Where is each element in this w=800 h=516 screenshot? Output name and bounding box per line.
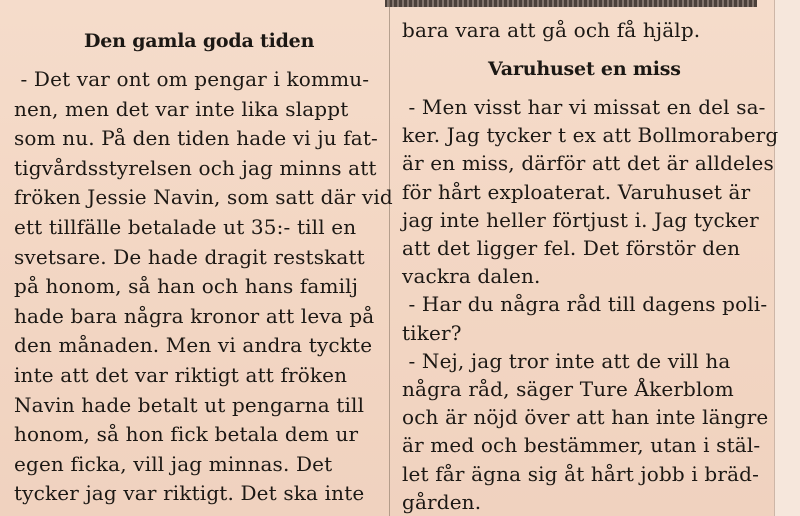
text-line: tigvårdsstyrelsen och jag minns att [14,155,377,180]
text-line: som nu. På den tiden hade vi ju fat- [14,126,378,151]
text-line: honom, så hon fick betala dem ur [14,422,359,447]
text-line: tycker jag var riktigt. Det ska inte [14,481,365,506]
text-line: ker. Jag tycker t ex att Bollmoraberg [402,123,779,148]
torn-top-strip [385,0,757,7]
text-line: - Det var ont om pengar i kommu- [14,67,370,91]
text-line: tiker? [402,320,462,345]
text-line: några råd, säger Ture Åkerblom [402,377,734,401]
text-line: - Har du några råd till dagens poli- [402,292,768,317]
text-line: på honom, så han och hans familj [14,274,359,299]
column-divider [389,0,390,516]
text-line: för hårt exploaterat. Varuhuset är [402,179,751,204]
text-line: ett tillfälle betalade ut 35:- till en [14,215,357,239]
text-line: bara vara att gå och få hjälp. [402,18,701,42]
text-line: vackra dalen. [402,264,541,289]
text-line: att det ligger fel. Det förstör den [402,236,741,260]
text-line: nen, men det var inte lika slappt [14,96,349,121]
text-line: gården. [402,489,482,514]
text-line: let får ägna sig åt hårt jobb i bräd- [402,461,760,486]
paper-edge [774,0,800,516]
text-line: den månaden. Men vi andra tyckte [14,333,373,358]
section-heading: Den gamla goda tiden [84,30,315,52]
text-line: hade bara några kronor att leva på [14,303,375,328]
text-line: är med och bestämmer, utan i stäl- [402,433,761,458]
text-line: jag inte heller förtjust i. Jag tycker [402,207,759,232]
text-line: Navin hade betalt ut pengarna till [14,392,365,417]
text-line: egen ficka, vill jag minnas. Det [14,451,333,476]
text-line: och är nöjd över att han inte längre [402,405,769,430]
text-line: inte att det var riktigt att fröken [14,363,348,387]
section-heading: Varuhuset en miss [488,58,681,80]
text-line: - Nej, jag tror inte att de vill ha [402,348,731,373]
text-line: fröken Jessie Navin, som satt där vid [14,185,393,210]
text-line: - Men visst har vi missat en del sa- [402,95,766,119]
text-line: är en miss, därför att det är alldeles [402,151,774,176]
text-line: svetsare. De hade dragit restskatt [14,244,365,269]
